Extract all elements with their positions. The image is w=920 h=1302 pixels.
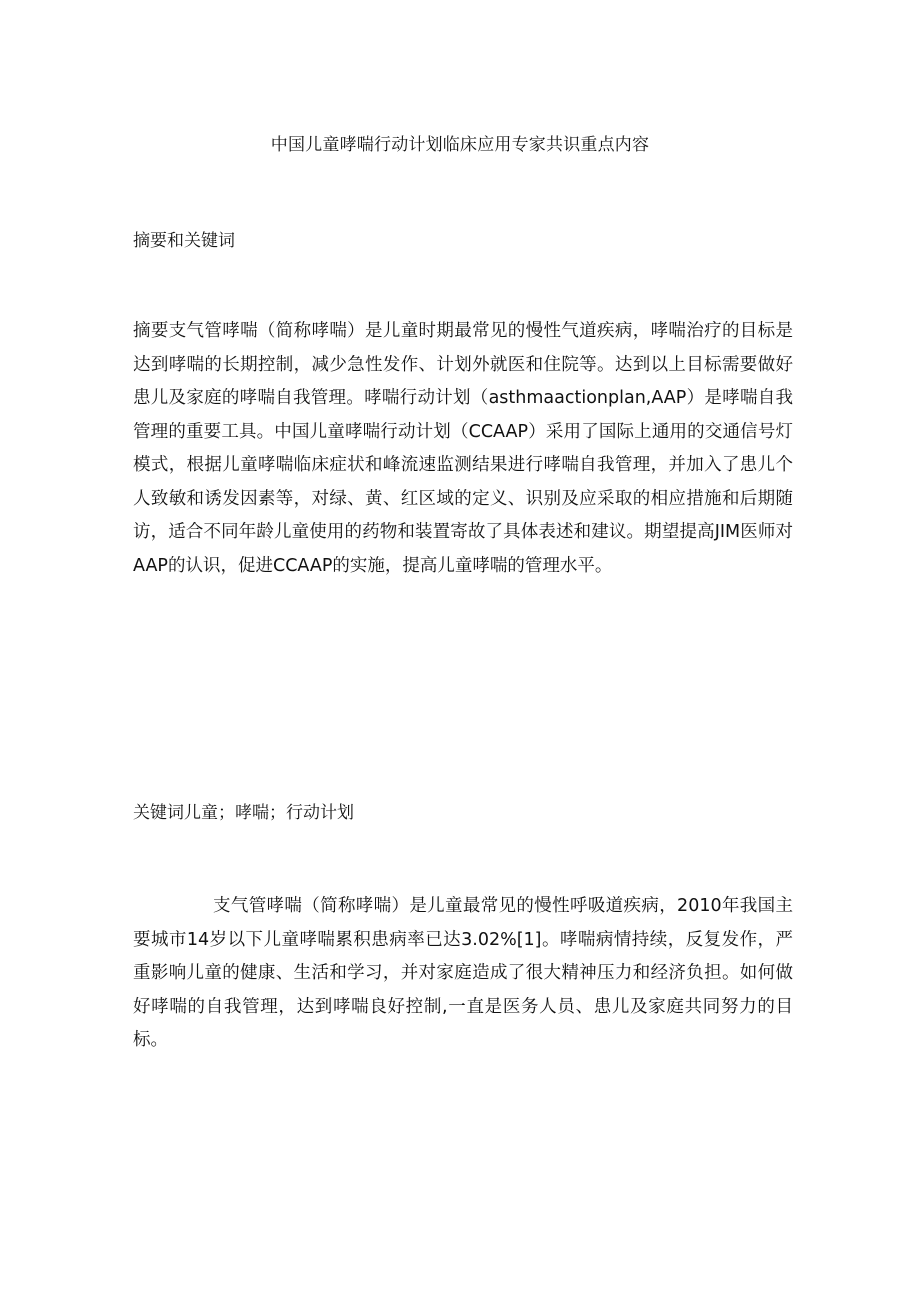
document-title: 中国儿童哮喘行动计划临床应用专家共识重点内容	[270, 135, 650, 155]
section-heading: 摘要和关键词	[133, 231, 235, 251]
abstract-paragraph: 摘要支气管哮喘（简称哮喘）是儿童时期最常见的慢性气道疾病，哮喘治疗的目标是达到哮喘的长期控制，减少急性发作、计划外就医和住院等。达到以上目标需要做好患儿及家庭的哮喘自我管理。哮喘行动计划（asthmaactionplan,AAP）是哮喘自我管理的重要工具。中国儿童哮喘行动计划（CCAAP）采用了国际上通用的交通信号灯模式，根据儿童哮喘临床症状和峰流速监测结果进行哮喘自我管理，并加入了患儿个人致敏和诱发因素等，对绿、黄、红区域的定义、识别及应采取的相应措施和后期随访，适合不同年龄儿童使用的药物和装置寄故了具体表述和建议。期望提高JIM医师对AAP的认识，促进CCAAP的实施，提高儿童哮喘的管理水平。	[133, 321, 793, 576]
body-paragraph: 支气管哮喘（简称哮喘）是儿童最常见的慢性呼吸道疾病，2010年我国主要城市14岁以下儿童哮喘累积患病率已达3.02%[1]。哮喘病情持续，反复发作，严重影响儿童的健康、生活和学习，并对家庭造成了很大精神压力和经济负担。如何做好哮喘的自我管理，达到哮喘良好控制,一直是医务人员、患儿及家庭共同努力的目标。	[133, 896, 793, 1050]
keywords-line: 关键词儿童；哮喘；行动计划	[133, 803, 354, 823]
